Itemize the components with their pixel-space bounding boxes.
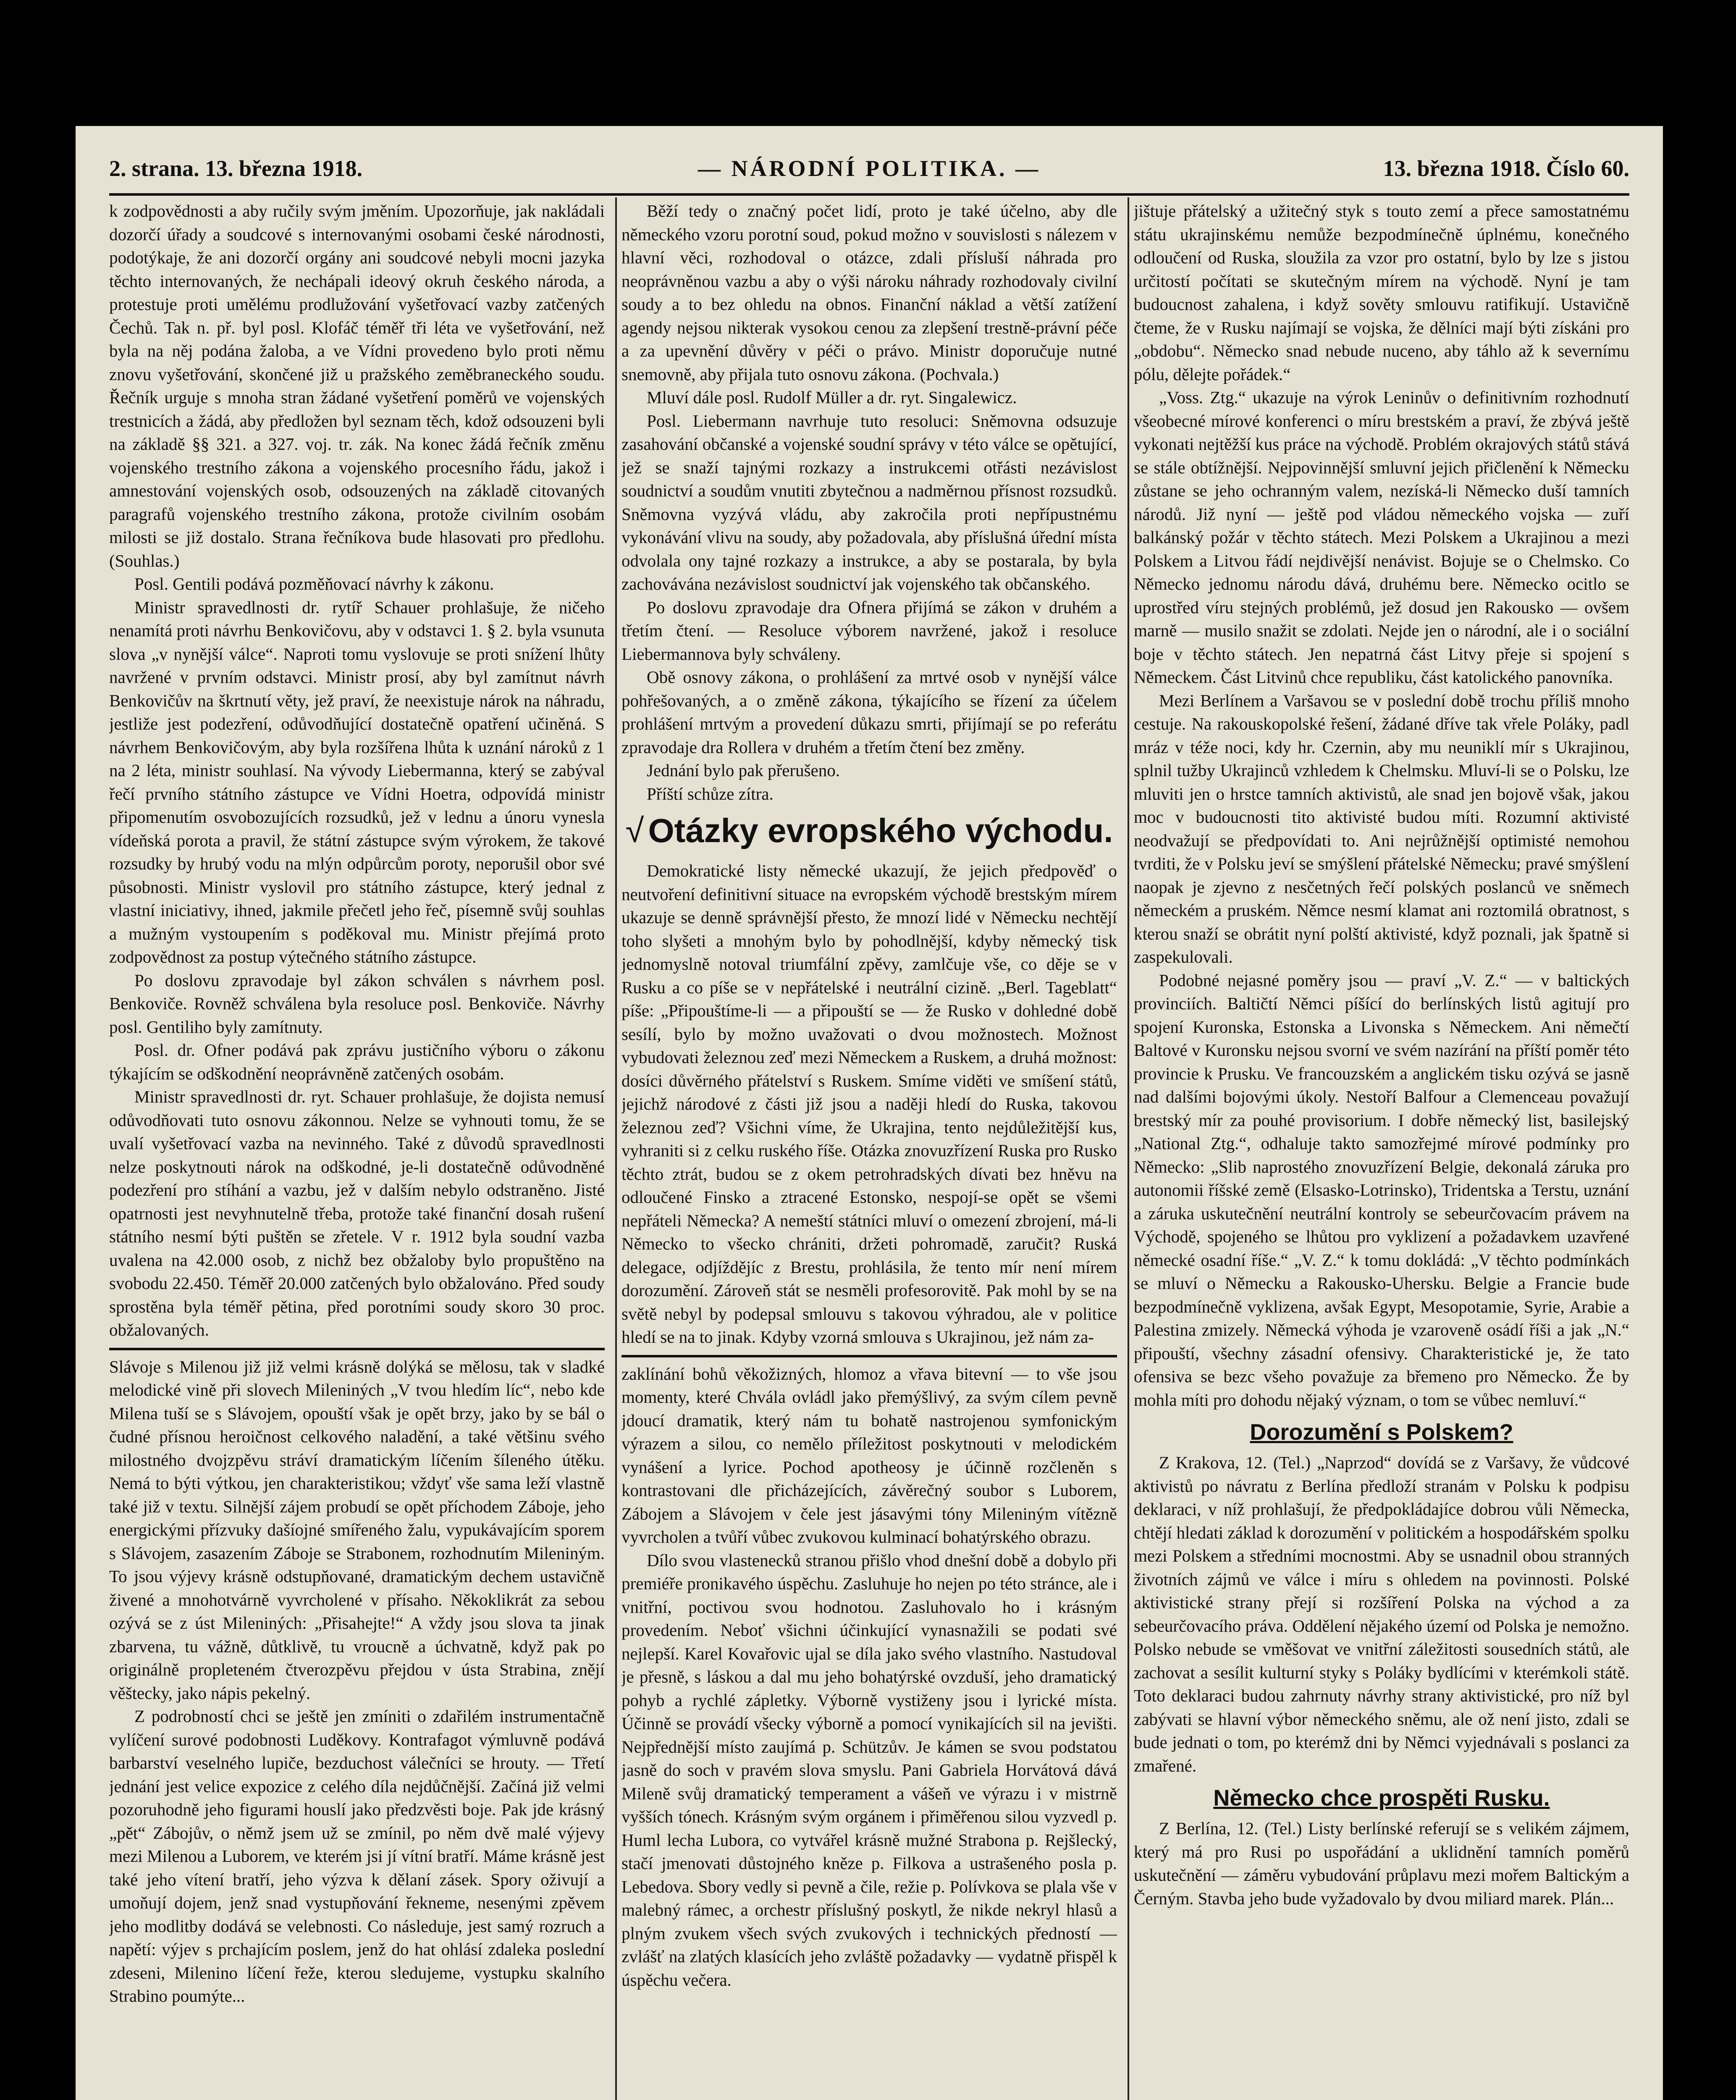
paragraph: Z Krakova, 12. (Tel.) „Naprzod“ dovídá se z Varšavy, že vůdcové aktivistů po návratu z Berlína předloží stranám v Polsku k podpisu deklaraci, v níž prohlašují, že předpokládajíce dobrou vůli Německa, chtějí hledati základ k dorozumění v politickém a hospodářském spolku mezi Polskem a středními mocnostmi. Aby se usnadnil obou stranných životních zájmů ve válce i míru s ohledem na povinnosti. Polské aktivistické strany přejí si rozšíření Polska na východ a za sebeurčovacího práva. Oddělení nějakého území od Polska je nemožno. Polsko nebude se vměšovat ve vnitřní záležitosti sousedních států, ale zachovat a sesílit kulturní styky s Poláky bydlícími v kterémkoli státě. Toto deklaraci budou zahrnuty návrhy strany aktivistické, pro níž byl zabývati se hlavní výbor německého sněmu, ale ož není jisto, zdali se bude jednati o tom, po kterémž dni by Němci vyjednávali s poslanci za zmařené. bbox=[1134, 1453, 1629, 1775]
column-middle bbox=[621, 200, 1117, 2100]
column-divider bbox=[1128, 197, 1129, 2100]
feuilleton-rule bbox=[109, 1348, 605, 1350]
paragraph: Po doslovu zpravodaje dra Ofnera přijímá se zákon v druhém a třetím čtení. — Resoluce výborem navržené, jakož i resoluce Liebermannova byly schváleny. bbox=[621, 597, 1117, 664]
paragraph: jištuje přátelský a užitečný styk s touto zemí a přece samostatnému státu ukrajinskému nemůže bezpodmínečně úplnému, konečného odloučení od Ruska, sloužila za vzor pro ostatní, bylo by lze s jistou určitostí počítati se skutečným mírem na východě. Nyní je tam budoucnost zahalena, i když sověty smlouvu ratifikují. Ustavičně čteme, že v Rusku najímají se vojska, že dělníci mají býti získáni pro „obdobu“. Německo snad nebude nuceno, aby táhlo až k severnímu pólu, dělejte pořádek.“ bbox=[1134, 201, 1629, 384]
paragraph: Posl. dr. Ofner podává pak zprávu justičního výboru o zákonu týkajícím se odškodnění neoprávněně zatčených osobám. bbox=[109, 1040, 605, 1083]
feuilleton-paragraph: Slávoje s Milenou již již velmi krásně dolýká se mělosu, tak v sladké melodické vině při slovech Mileniných „V tvou hledím líc“, nebo kde Milena tuší se s Slávojem, opouští však je opět brzy, jako by se bál o čudné přísnou heroičnost celkového naladění, a také většinu svého milostného dvojzpěvu stráví dramatickým líčením šíleného útěku. Nemá to býti výtkou, jen charakteristikou; vždyť vše sama leží vlastně také již v textu. Silnější zájem probudí se opět příchodem Záboje, jeho energickými přízvuky dašíojné smířeného žalu, vypukávajícím sporem s Slávojem, zasazením Záboje se Strabonem, rozhodnutím Mileniným. To jsou výjevy krásně odstupňované, dramatickým dechem ustavičně živené a mnohotvárně vyvrcholené v přísaho. Někoklikrát za sebou ozývá se z úst Mileniných: „Přisahejte!“ A vždy jsou slova ta jinak zbarvena, tu vážně, důtklivě, tu vroucně a úchvatně, když pak po originálně propleteném čtverozpěvu přejdou v ústa Strabina, znějí věštecky, jako nápis pekelný. bbox=[109, 1357, 605, 1703]
header-issue-number: 13. března 1918. Číslo 60. bbox=[1383, 156, 1629, 181]
paragraph: Demokratické listy německé ukazují, že jejich předpověď o neutvoření definitivní situace na evropském východě brestským mírem ukazuje se denně správnější přesto, že mnozí lidé v Německu nechtějí toho slyšeti a mnohým bylo by pohodlnější, kdyby německý tisk jednomyslně notoval triumfální zpěvy, zamlčuje vše, co děje se v Rusku a co píše se v nepřátelské i neutrální cizině. „Berl. Tageblatt“ píše: „Připouštíme-li — a připouští se — že Rusko v dohledné době sesílí, bylo by možno uvažovati o dvou možnostech. Možnost vybudovati železnou zeď mezi Německem a Ruskem, a druhá možnost: dosíci důvěrného přátelství s Ruskem. Smíme viděti ve smíšení států, jejichž národové z části již jsou a naději hledí do Ruska, takovou železnou zeď? Všichni víme, že Ukrajina, tento nejdůležitější kus, vyhraniti si z celku ruského říše. Otázka znovuzřízení Ruska pro Rusko těchto ztrát, budou se z okem petrohradských dívati bez hněvu na odloučené Finsko a ztracené Estonsko, nespojí-se opět se všemi nepřáteli Německa? A nemeští státníci mluví o omezení zbrojení, má-li Německo to všecko chrániti, držeti pohromadě, zaručit? Ruská delegace, odjíždějíc z Brestu, prohlásila, že tento mír není mírem dorozumění. Zároveň stát se nesměli profesorovitě. Pak mohl by se na světě nebyl by podepsal smlouvu s takovou výhradou, ale v politice hledí se na to jinak. Kdyby vzorná smlouva s Ukrajinou, jež nám za- bbox=[621, 861, 1117, 1347]
paragraph: Obě osnovy zákona, o prohlášení za mrtvé osob v nynější válce pohřešovaných, a o změně zákona, týkajícího se řízení za účelem prohlášení mrtvým a provedení důkazu smrti, přijímají se po referátu zpravodaje dra Rollera v druhém a třetím čtení bez změny. bbox=[621, 667, 1117, 757]
paragraph: Jednání bylo pak přerušeno. bbox=[647, 761, 840, 780]
page-header bbox=[109, 155, 1629, 193]
feuilleton-paragraph: Z podrobností chci se ještě jen zmíniti o zdařilém instrumentačně vylíčení surové podobnosti Luděkovy. Kontrafagot výmluvně podává barbarství veselného lupiče, bezduchost válečníci se hrouty. — Třetí jednání jest velice expozice z celého díla nejdůčnější. Začíná již velmi pozoruhodně jeho figurami houslí jako předzvěsti boje. Pak jde krásný „pět“ Zábojův, o němž jsem už se zmínil, po něm dvě malé výjevy mezi Milenou a Luborem, ve kterém jsi jí vítní bratří. Máme krásně jest také jeho vítení bratří, jeho výzva k dělaní zásek. Spory oživují a umoňují dojem, jenž snad vystupňování řekneme, nesenými zpěvem jeho modlitby dodává se velebnosti. Co následuje, jest samý rozruch a napětí: výjev s prchajícím poslem, jenž do hat ohlásí zdaleka poslední zdeseni, Milenino líčení řeže, kterou sledujeme, vystupku skalního Strabino poumýte... bbox=[109, 1706, 605, 2006]
check-mark-icon: √ bbox=[625, 812, 644, 849]
paragraph: Ministr spravedlnosti dr. ryt. Schauer prohlašuje, že dojista nemusí odůvodňovati tuto osnovu zákonnou. Nelze se vyhnouti tomu, že se uvalí vyšetřovací vazba na nevinného. Také z důvodů spravedlnosti nelze poskytnouti nárok na odškodné, je-li dostatečně odůvodněné podezření pro stíhání a vazbu, jež v dalším nebylo odstraněno. Jisté opatrnosti jest nevyhnutelně třeba, protože také finanční dosah rušení státního nesmí býti puštěn se zřetele. V r. 1912 byla soudní vazba uvalena na 42.000 osob, z nichž bez obžaloby bylo propuštěno na svobodu 22.450. Téměř 20.000 zatčených bylo obžalováno. Před soudy sprostěna byla téměř pětina, před porotními soudy skoro 30 proc. obžalovaných. bbox=[109, 1087, 605, 1339]
column-right bbox=[1134, 200, 1629, 2100]
paragraph: Po doslovu zpravodaje byl zákon schválen s návrhem posl. Benkoviče. Rovněž schválena byla resoluce posl. Benkoviče. Návrhy posl. Gentiliho byly zamítnuty. bbox=[109, 970, 605, 1037]
header-page-date: 2. strana. 13. března 1918. bbox=[109, 156, 362, 181]
section-heading bbox=[621, 810, 1117, 852]
paragraph: Z Berlína, 12. (Tel.) Listy berlínské referují se s velikém zájmem, který má pro Rusi po uspořádání a uklidnění tamních poměrů uskutečnění — záměru vybudování průplavu mezi mořem Baltickým a Černým. Stavba jeho bude vyžadovalo by dvou miliard marek. Plán... bbox=[1134, 1819, 1629, 1908]
feuilleton-paragraph: Dílo svou vlastenecků stranou přišlo vhod dnešní době a dobylo při premiéře pronikavého úspěchu. Zasluhuje ho nejen po této stránce, ale i vnitřní, poctivou svou hodnotou. Zasluhovalo ho i krásným provedením. Neboť všichni účinkující vynasnažili se podati své nejlepší. Karel Kovařovic ujal se díla jako svého vlastního. Nastudoval je přesně, s láskou a dal mu jeho bohatýrské ovzduší, jeho dramatický pohyb a rychlé zápletky. Výborně vystiženy jsou i lyrické místa. Účinně se provádí všecky výborně a pomocí vynikajících sil na jevišti. Nejpřednější místo zaujímá p. Schützův. Je kámen se svou podstatou jasně do soch v pravém slova smyslu. Pani Gabriela Horvátová dává Mileně svůj dramatický temperament a vášeň ve výrazu i v mistrně vyšších tónech. Krásným svým orgánem i přiměřenou silou vyzvedl p. Huml lecha Lubora, co vytvářel krásně mužné Strabona p. Rejšlecký, stačí jmenovati důstojného kněze p. Filkova a ustrašeného posla p. Lebedova. Sbory vedly si pevně a čile, režie p. Polívkova se plala vše v malebný rámec, a orchestr příslušný poskytl, že nikde nekryl hlasů a plným zvukem všech svých zvukových i technických předností — zvlášť na zlatých klasících jeho zvláště požadavky — vydatně přispěl k úspěchu večera. bbox=[621, 1550, 1117, 1990]
paragraph: Podobné nejasné poměry jsou — praví „V. Z.“ — v baltických provinciích. Baltičtí Němci píšící do berlínských listů agitují pro spojení Kuronska, Estonska a Livonska s Německem. Ani němečtí Baltové v Kuronsku nejsou svorní ve svém nazírání na příští poměr této provincie k Prusku. Ve francouzském a anglickém tisku ozývá se jasně nad dalšími bojovými úkoly. Nestoří Balfour a Clemenceau považují brestský mír za pouhé provisorium. I dobře německý list, basilejský „National Ztg.“, odhaluje takto samozřejmé mírové podmínky pro Německo: „Slib naprostého znovuzřízení Belgie, dekonalá záruka pro autonomii říšské země (Elsasko-Lotrinsko), Tridentska a Terstu, uznání a záruka uskutečnění neutrální kontroly se sebeurčovacím právem na Východě, spojeného se lhůtou pro vyklizení a požadavkem uzavřené německé osadní říše.“ „V. Z.“ k tomu dokládá: „V těchto podmínkách se mluví o Německu a Rakousko-Uhersku. Belgie a Francie bude bezpodmínečně vyklizena, avšak Egypt, Mesopotamie, Syrie, Arabie a Palestina zmizely. Německá výhoda je vzaroveně osádí říši a jak „N.“ připouští, všechny zásadní ofensivy. Charakteristické je, že tato ofensiva se bezc všeho považuje za břemeno pro Německo. Že by mohla míti pro dohodu nějaký význam, o tom se vůbec nemluví.“ bbox=[1134, 970, 1629, 1410]
header-masthead: — NÁRODNÍ POLITIKA. — bbox=[698, 156, 1041, 181]
paragraph: Mluví dále posl. Rudolf Müller a dr. ryt. Singalewicz. bbox=[647, 388, 1017, 407]
paragraph: Posl. Liebermann navrhuje tuto resoluci: Sněmovna odsuzuje zasahování občanské a vojenské soudní správy v této válce se opětující, jež se snaží tajnými rozkazy a instrukcemi otřásti nezávislost soudnictví a soudům vnutiti zbytečnou a nadměrnou přísnost rozsudků. Sněmovna vyzývá vládu, aby zakročila proti nepřípustnému vykonávání vlivu na soudy, aby požadovala, aby příslušná úřední místa odvolala ony tajné rozkazy a instrukce, a aby se postarala, by byla zachovávána nezávislost soudnictví jak vojenského tak občanského. bbox=[621, 411, 1117, 593]
subheading: Dorozumění s Polskem? bbox=[1250, 1420, 1513, 1445]
paragraph: „Voss. Ztg.“ ukazuje na výrok Leninův o definitivním rozhodnutí všeobecné mírové konferenci o míru brestském a praví, že zbývá ještě vykonati nejtěžší kus práce na východě. Problém okrajových států stává se stále obtížnější. Nejpovinnější smluvní jejich přičlenění k Německu zůstane se jeho ochranným valem, nezíská-li Německo duší tamních národů. Již nyní — ještě pod vládou německého vojska — zuří balkánský požár v těchto státech. Mezi Polskem a Ukrajinou a mezi Polskem a Litvou řádí nejdivější nenávist. Bojuje se o Chelmsko. Co Německo jednomu národu dává, druhému bere. Německo ocitlo se uprostřed víru stejných problémů, jež dosud jen Rakousko — ovšem marně — musilo snažit se zdolati. Nejde jen o národní, ale i o sociální boje v těchto státech. Jen nepatrná část Litvy přeje si spojení s Německem. Část Litvinů chce republiku, část katolického panovníka. bbox=[1134, 388, 1629, 687]
newspaper-page bbox=[76, 126, 1663, 2100]
paragraph: Ministr spravedlnosti dr. rytíř Schauer prohlašuje, že ničeho nenamítá proti návrhu Benkovičovu, aby v odstavci 1. § 2. byla vsunuta slova „v nynější válce“. Naproti tomu vyslovuje se proti snížení lhůty navržené v prvním odstavci. Ministr prosí, aby byl zamítnut návrh Benkovičův na škrtnutí věty, jež praví, že neexistuje nárok na náhradu, jestliže jest podezření, odůvodňující dostatečně opatření učiněná. S návrhem Benkovičovým, aby byla rozšířena lhůta k uznání nároků z 1 na 2 léta, ministr souhlasí. Na vývody Liebermanna, který se zabýval řečí prvního státního zástupce ve Vídni Hoetra, odpovídá ministr připomenutím osvobozujících rozsudků, jež v lednu a únoru vynesla vídeňská porota a pravil, že státní zástupce svým výrokem, že takové rozsudky by hrubý vodu na mlýn odpůrcům poroty, neporušil obor své působnosti. Ministr vyslovil pro státního zástupce, který jednal z vlastní iniciativy, ihned, jakmile přečetl jeho řeč, písemně svůj souhlas a mužným vystoupením s poděkoval mu. Ministr přejímá proto zodpovědnost za postup výtečného státního zástupce. bbox=[109, 597, 605, 966]
paragraph: k zodpovědnosti a aby ručily svým jměním. Upozorňuje, jak nakládali dozorčí úřady a soudcové s internovanými osobami české národnosti, podotýkaje, že ani dozorčí orgány ani soudcové nebyli mocni jazyka těchto internovaných, že nechápali ideový okruh českého národa, a protestuje proti umělému prodlužování vyšetřovací vazby zatčených Čechů. Tak n. př. byl posl. Klofáč téměř tři léta ve vyšetřování, než byla na něj podána žaloba, a ve Vídni provedeno bylo proti němu znovu vyšetřování, skončené již u pražského zeměbraneckého soudu. Řečník urguje s mnoha stran žádané vyšetření poměrů ve vojenských trestnicích a žádá, aby předložen byl seznam těch, kdož odsouzeni byli na základě §§ 321. a 327. voj. tr. zák. Na konec žádá řečník změnu vojenského trestního zákona a vojenského procesního řádu, jakož i amnestování vojenských osob, odsouzených na základě citovaných paragrafů vojenského trestního zákona, protože civilním osobám milosti se již dostalo. Strana řečníkova bude hlasovati pro předlohu. (Souhlas.) bbox=[109, 201, 605, 570]
column-divider bbox=[615, 197, 617, 2100]
header-rule bbox=[109, 193, 1629, 196]
column-left bbox=[109, 200, 605, 2100]
subheading: Německo chce prospěti Rusku. bbox=[1213, 1785, 1550, 1811]
paragraph: Mezi Berlínem a Varšavou se v poslední době trochu příliš mnoho cestuje. Na rakouskopolské řešení, žádané dříve tak vřele Poláky, padl mráz v téže noci, kdy hr. Czernin, aby mu neuniklí mír s Ukrajinou, splnil tužby Ukrajinců vzhledem k Chelmsku. Mluví-li se o Polsku, lze mluviti jen o hrstce tamních aktivistů, ale snad jen bojově však, jakou moc v budoucnosti tito aktivisté budou míti. Rozumní aktivisté neodvažují se předpovídati to. Ani nejrůžnější optimisté nemohou tvrditi, že v Polsku jeví se smýšlení přátelské Německu; pravé smýšlení naopak je zjevno z nesčetných řečí polských poslanců ve sněmech německém a pruském. Němce nesmí klamat ani roztomilá obratnost, s kterou snaží se obrátit nyní polští aktivisté, když poznali, jak špatně si zaspekulovali. bbox=[1134, 690, 1629, 966]
feuilleton-rule bbox=[621, 1355, 1117, 1357]
paragraph: Příští schůze zítra. bbox=[647, 784, 774, 803]
paragraph: Běží tedy o značný počet lidí, proto je také účelno, aby dle německého vzoru porotní soud, pokud možno v souvislosti s nálezem v hlavní věci, rozhodoval o otázce, zdali přísluší náhrada pro neoprávněnou vazbu a aby o výši nároku náhrady rozhodovaly civilní soudy a to bez ohledu na obnos. Finanční náklad a větší zatížení agendy nejsou nikterak vysokou cenou za zlepšení trestně-právní péče a za upevnění důvěry v péči o právo. Ministr doporučuje nutné snemovně, aby přijala tuto osnovu zákona. (Pochvala.) bbox=[621, 201, 1117, 384]
feuilleton-paragraph: zaklínání bohů věkožizných, hlomoz a vřava bitevní — to vše jsou momenty, které Chvála ovládl jako přemýšlivý, za svým cílem pevně jdoucí dramatik, který nám tu bohatě nastrojenou symfonickým výrazem a silou, co nemělo příležitost poskytnouti v melodickém vynášení a lyrice. Pochod apotheosy je účinně rozčleněn s kontrastovani dle přicházejících, závěrečný soubor s Luborem, Zábojem a Slávojem v čele jest jásavými tóny Mileniným vítězně vyvrcholen a tvůří vůbec zvukovou kulminací bohatýrského obrazu. bbox=[621, 1364, 1117, 1546]
paragraph: Posl. Gentili podává pozměňovací návrhy k zákonu. bbox=[134, 574, 494, 593]
section-heading-text: Otázky evropského východu. bbox=[648, 812, 1113, 849]
